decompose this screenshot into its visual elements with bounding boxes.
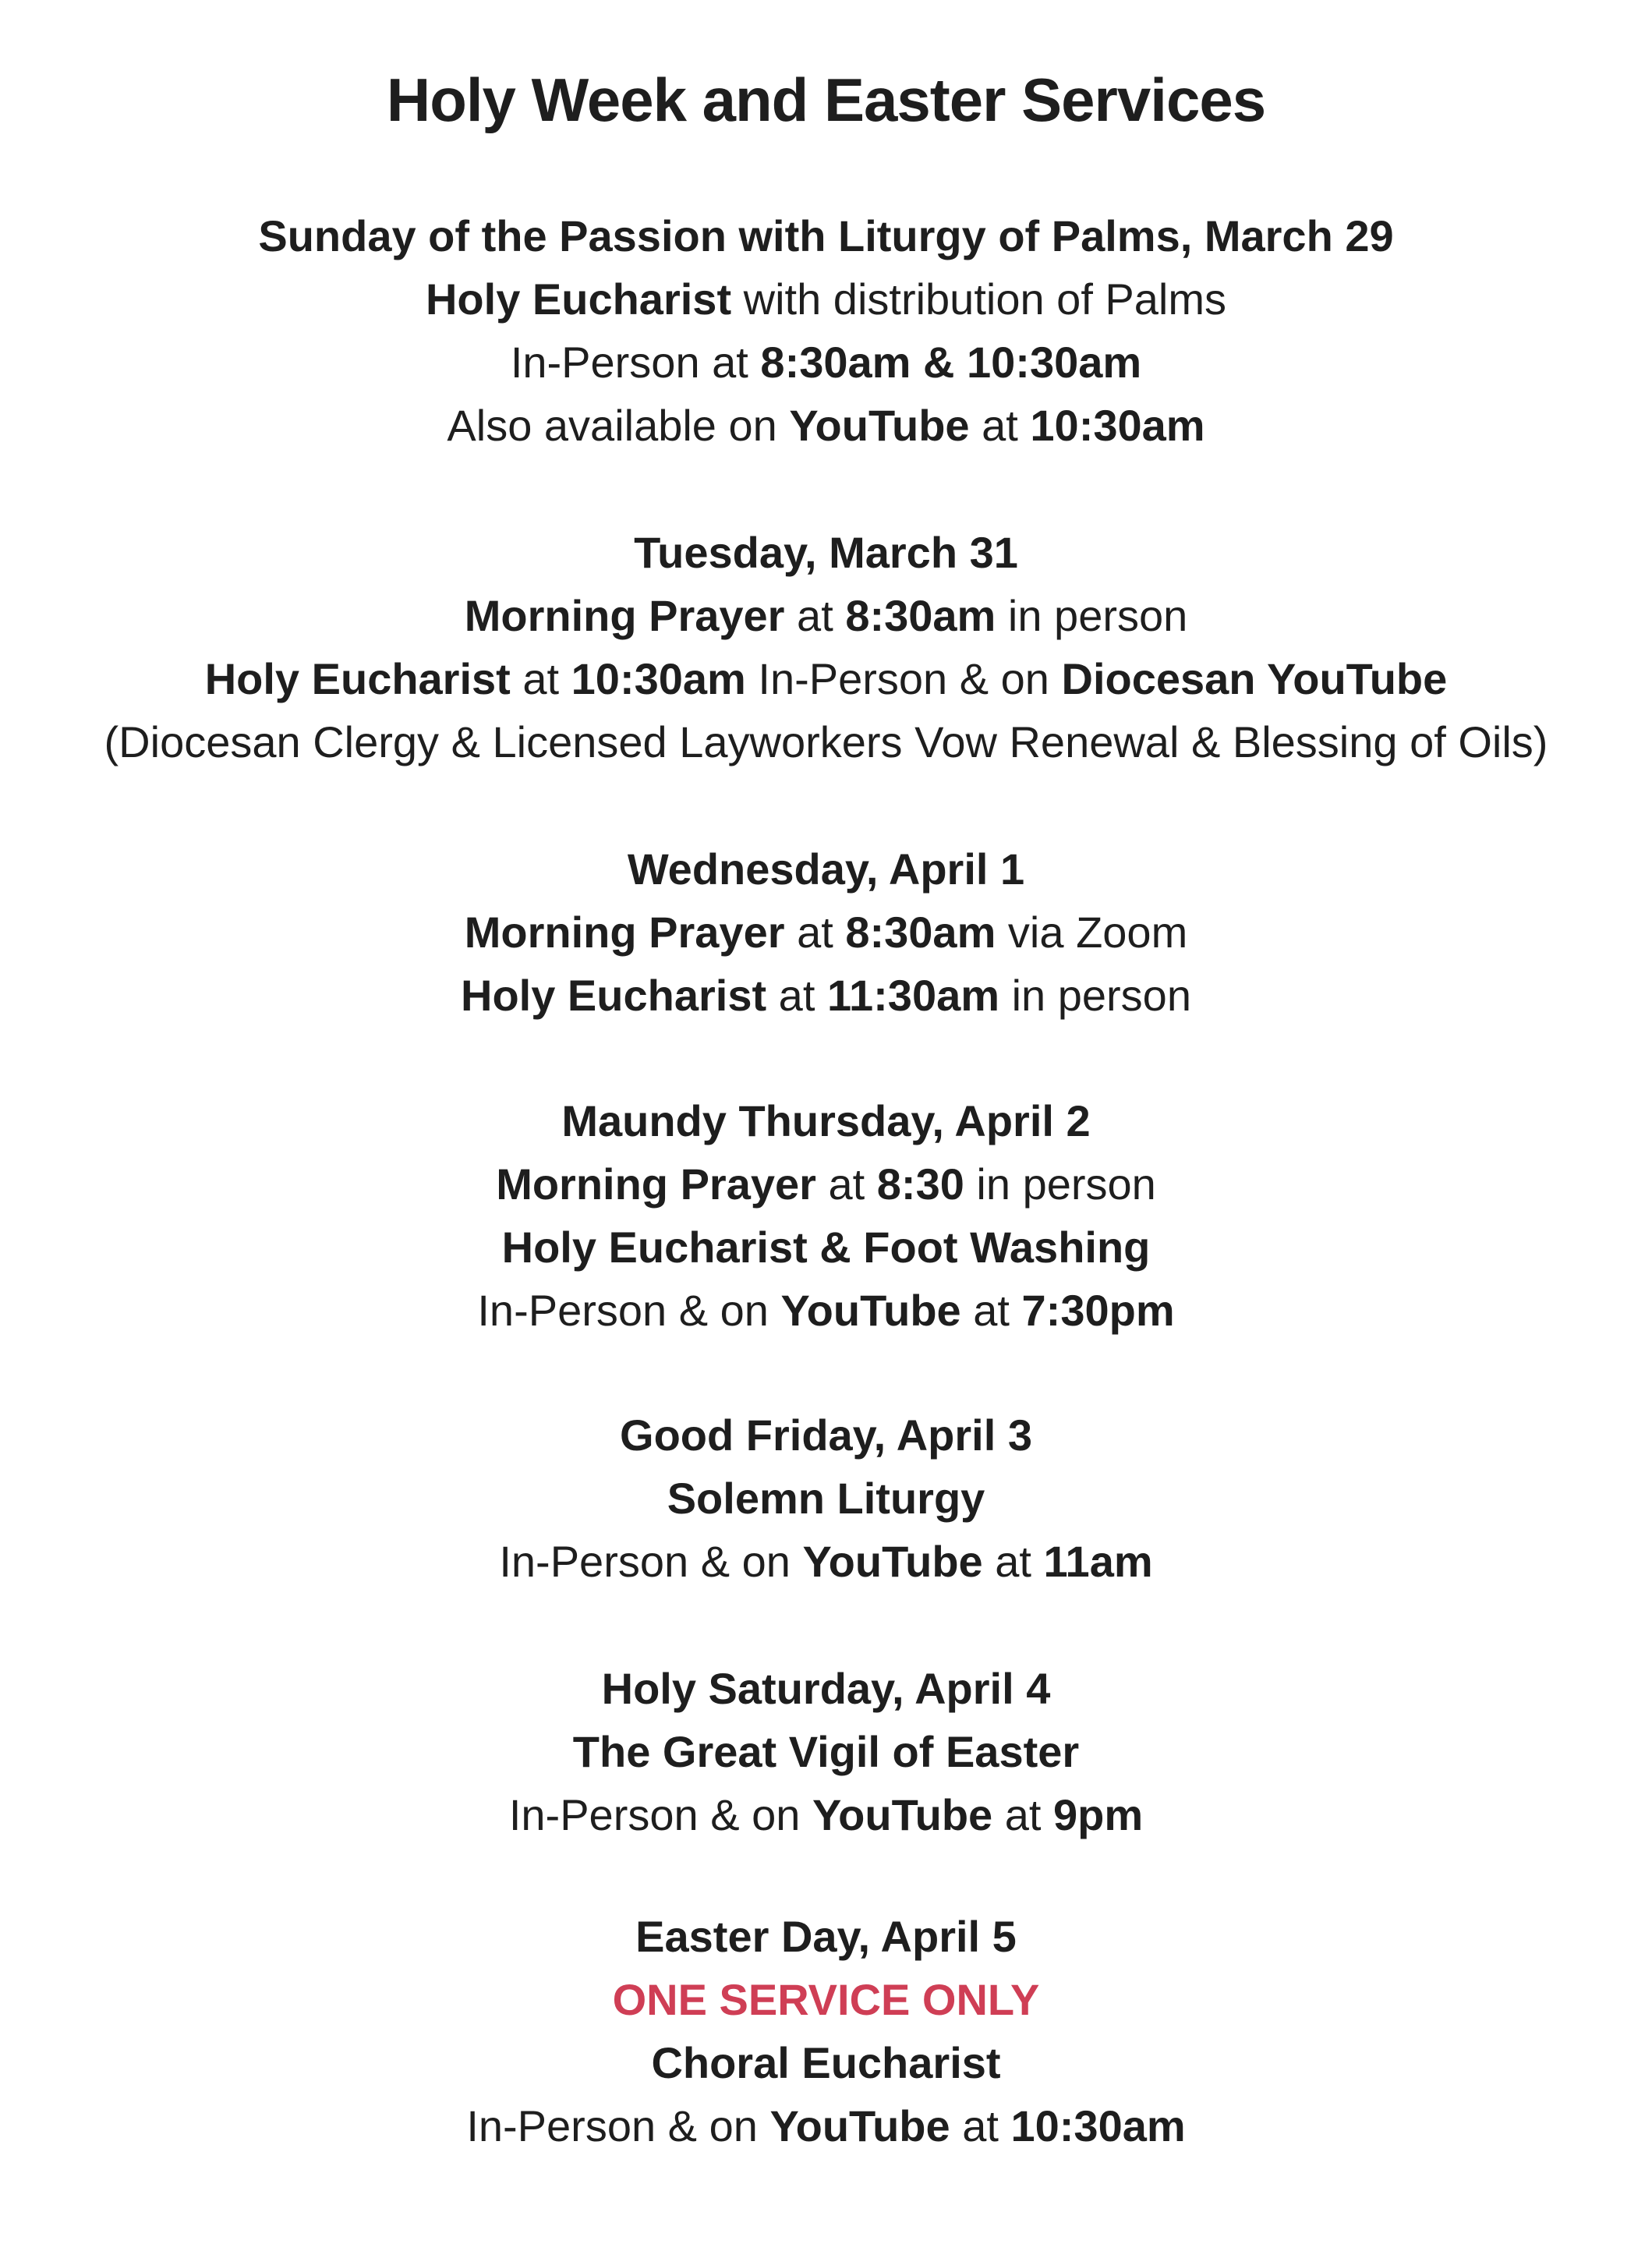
service-line: Choral Eucharist [651, 2038, 1001, 2087]
service-line: Morning Prayer at 8:30am via Zoom [464, 908, 1188, 957]
section-heading: Holy Saturday, April 4 [601, 1664, 1051, 1713]
service-section-tuesday [0, 521, 1652, 773]
section-heading: Maundy Thursday, April 2 [561, 1096, 1091, 1145]
service-line: In-Person & on YouTube at 7:30pm [477, 1286, 1175, 1335]
service-line: In-Person & on YouTube at 10:30am [466, 2101, 1186, 2150]
section-heading: Tuesday, March 31 [634, 528, 1018, 577]
section-heading: Sunday of the Passion with Liturgy of Palms, March 29 [258, 211, 1394, 260]
section-heading: Good Friday, April 3 [620, 1410, 1032, 1460]
service-line: Also available on YouTube at 10:30am [447, 401, 1205, 450]
service-section-maundy-thursday [0, 1089, 1652, 1342]
service-line: Holy Eucharist at 10:30am In-Person & on Diocesan YouTube [204, 654, 1448, 703]
section-heading: Easter Day, April 5 [635, 1912, 1017, 1961]
section-heading: Wednesday, April 1 [627, 844, 1025, 894]
page-title: Holy Week and Easter Services [386, 65, 1266, 134]
service-section-easter-day [0, 1905, 1652, 2157]
service-line: In-Person & on YouTube at 9pm [508, 1790, 1144, 1839]
service-line: Solemn Liturgy [667, 1474, 985, 1523]
service-line: (Diocesan Clergy & Licensed Layworkers Vow Renewal & Blessing of Oils) [104, 717, 1548, 766]
service-line: Morning Prayer at 8:30 in person [496, 1159, 1156, 1209]
service-section-wednesday [0, 837, 1652, 1027]
service-line: Holy Eucharist with distribution of Palms [425, 274, 1227, 324]
service-line: In-Person at 8:30am & 10:30am [510, 338, 1142, 387]
service-line: Morning Prayer at 8:30am in person [464, 591, 1188, 640]
service-line: Holy Eucharist & Foot Washing [501, 1223, 1151, 1272]
service-line: The Great Vigil of Easter [572, 1727, 1080, 1776]
one-service-notice: ONE SERVICE ONLY [612, 1975, 1040, 2024]
service-line: In-Person & on YouTube at 11am [499, 1537, 1153, 1586]
service-section-holy-saturday [0, 1657, 1652, 1846]
service-section-palm-sunday [0, 204, 1652, 457]
service-line: Holy Eucharist at 11:30am in person [461, 971, 1191, 1020]
service-section-good-friday [0, 1403, 1652, 1593]
